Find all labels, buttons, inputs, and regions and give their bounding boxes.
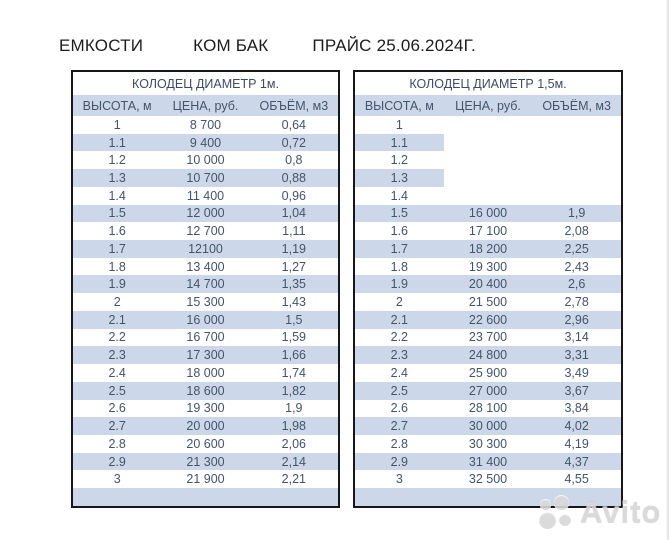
table-cell: 0,72 xyxy=(281,135,306,150)
table-row xyxy=(355,240,621,258)
table-cell: 18 200 xyxy=(468,241,508,256)
table-cell xyxy=(161,488,249,506)
table-cell: 1.4 xyxy=(390,188,409,203)
table-cell: 4,37 xyxy=(564,454,589,469)
table-row xyxy=(73,417,338,435)
table-row xyxy=(355,222,621,240)
table-cell: 2 xyxy=(113,295,121,310)
table-header-row xyxy=(355,95,621,116)
table-row xyxy=(73,470,338,488)
table-cell: 10 000 xyxy=(186,153,225,168)
table-cell: 13 400 xyxy=(186,259,225,274)
table-row xyxy=(355,329,621,347)
table-row xyxy=(73,435,338,453)
column-header-height: ВЫСОТА, м xyxy=(364,98,434,113)
table-cell: 1,11 xyxy=(282,224,306,239)
table-row xyxy=(355,453,621,471)
table-cell: 1,27 xyxy=(281,259,306,274)
table-row xyxy=(73,329,338,347)
table-cell: 2,21 xyxy=(281,472,306,487)
table-cell: 28 100 xyxy=(468,401,508,416)
table-row xyxy=(73,382,338,400)
table-cell: 2.4 xyxy=(108,365,126,380)
table-cell: 2.8 xyxy=(108,436,126,451)
table-cell: 21 900 xyxy=(186,472,225,487)
table-row xyxy=(73,346,338,364)
table-cell: 1,59 xyxy=(281,330,306,345)
table-cell: 31 400 xyxy=(468,454,508,469)
table-cell: 3,49 xyxy=(564,365,589,380)
table-cell xyxy=(444,116,533,134)
table-body xyxy=(73,116,338,506)
table-cell: 18 000 xyxy=(186,365,225,380)
table-row xyxy=(73,275,338,293)
table-cell: 1 xyxy=(113,117,121,132)
table-row xyxy=(355,417,621,435)
table-cell xyxy=(532,151,621,169)
table-cell: 2.1 xyxy=(390,312,409,327)
table-row xyxy=(73,453,338,471)
table-cell: 30 000 xyxy=(468,419,508,434)
table-header-row xyxy=(73,95,338,116)
table-row xyxy=(73,222,338,240)
table-cell: 2,14 xyxy=(281,454,306,469)
column-header-height: ВЫСОТА, м xyxy=(82,98,152,113)
table-cell: 1.5 xyxy=(390,206,409,221)
table-cell: 3,67 xyxy=(564,383,589,398)
table-cell: 2.2 xyxy=(390,330,409,345)
table-cell: 10 700 xyxy=(186,171,225,186)
table-cell: 2.7 xyxy=(390,419,409,434)
table-cell: 16 000 xyxy=(186,312,225,327)
table-row xyxy=(73,187,338,205)
table-cell: 1.5 xyxy=(108,206,126,221)
table-row xyxy=(73,400,338,418)
table-cell xyxy=(250,488,338,506)
table-well-diameter-1-5m xyxy=(353,70,623,508)
table-cell: 2,06 xyxy=(281,436,306,451)
table-cell: 23 700 xyxy=(468,330,508,345)
table-cell xyxy=(444,488,533,506)
table-cell: 1,35 xyxy=(281,277,306,292)
table-cell: 3,84 xyxy=(564,401,589,416)
table-row xyxy=(355,470,621,488)
table-cell: 15 300 xyxy=(186,295,225,310)
table-cell: 2.3 xyxy=(108,348,126,363)
table-cell: 32 500 xyxy=(468,472,508,487)
table-row xyxy=(73,364,338,382)
table-cell: 1.7 xyxy=(108,241,126,256)
table-cell: 21 500 xyxy=(468,295,508,310)
table-title: КОЛОДЕЦ ДИАМЕТР 1м. xyxy=(132,77,279,91)
table-cell: 20 600 xyxy=(186,436,225,451)
table-row xyxy=(355,382,621,400)
table-cell: 17 300 xyxy=(186,348,225,363)
table-cell: 1.6 xyxy=(390,224,409,239)
table-cell: 1,19 xyxy=(281,241,306,256)
column-header-volume: ОБЪЁМ, м3 xyxy=(542,98,611,113)
table-cell: 3 xyxy=(113,472,121,487)
table-cell: 1,9 xyxy=(285,401,303,416)
table-cell: 1.2 xyxy=(390,153,409,168)
table-cell: 2.6 xyxy=(108,401,126,416)
table-cell: 4,19 xyxy=(564,436,589,451)
table-cell: 2.9 xyxy=(390,454,409,469)
table-row xyxy=(73,169,338,187)
table-row xyxy=(355,400,621,418)
table-cell xyxy=(532,116,621,134)
table-cell: 3,31 xyxy=(564,348,589,363)
column-header-volume: ОБЪЁМ, м3 xyxy=(259,98,329,113)
avito-logo-icon xyxy=(539,495,575,531)
table-cell xyxy=(444,151,533,169)
table-cell: 1.3 xyxy=(108,171,126,186)
table-row xyxy=(355,435,621,453)
table-cell: 4,02 xyxy=(564,419,589,434)
table-cell: 1,43 xyxy=(281,295,306,310)
page-title xyxy=(59,36,476,56)
table-cell: 1 xyxy=(395,117,403,132)
table-cell: 19 300 xyxy=(468,259,508,274)
table-well-diameter-1m xyxy=(71,70,340,508)
title-word-price-date: ПРАЙС 25.06.2024Г. xyxy=(312,36,476,55)
table-cell: 1.8 xyxy=(108,259,126,274)
table-cell: 20 400 xyxy=(468,277,508,292)
table-cell: 11 400 xyxy=(186,188,225,203)
table-cell: 0,64 xyxy=(281,117,306,132)
table-title: КОЛОДЕЦ ДИАМЕТР 1,5м. xyxy=(409,77,567,91)
table-row xyxy=(355,205,621,223)
table-row xyxy=(73,240,338,258)
title-word-emkosti: ЕМКОСТИ xyxy=(59,36,144,55)
title-word-kom-bak: КОМ БАК xyxy=(193,36,269,55)
table-cell: 17 100 xyxy=(468,224,508,239)
table-cell: 2,43 xyxy=(564,259,589,274)
table-cell: 1.6 xyxy=(108,224,126,239)
table-cell: 1.1 xyxy=(108,135,126,150)
table-cell: 2,6 xyxy=(567,277,586,292)
table-cell: 2,96 xyxy=(564,312,589,327)
table-cell: 1.7 xyxy=(390,241,409,256)
table-cell: 12100 xyxy=(188,241,223,256)
table-row xyxy=(355,116,621,134)
table-row xyxy=(355,311,621,329)
table-cell: 1.1 xyxy=(355,134,444,152)
table-cell: 1.4 xyxy=(108,188,126,203)
table-row xyxy=(355,275,621,293)
table-cell: 3,14 xyxy=(564,330,589,345)
table-cell xyxy=(532,187,621,205)
table-row xyxy=(355,151,621,169)
table-cell: 8 700 xyxy=(189,117,222,132)
table-row xyxy=(355,293,621,311)
table-cell: 12 700 xyxy=(186,224,225,239)
table-cell: 1.9 xyxy=(390,277,409,292)
table-cell: 1,9 xyxy=(567,206,586,221)
table-cell: 2,25 xyxy=(564,241,589,256)
avito-watermark xyxy=(539,495,661,531)
table-cell: 1,04 xyxy=(281,206,306,221)
table-cell: 1,98 xyxy=(281,419,306,434)
table-row xyxy=(355,187,621,205)
column-header-price: ЦЕНА, руб. xyxy=(455,98,521,113)
table-cell: 1.9 xyxy=(108,277,126,292)
table-cell: 2.9 xyxy=(108,454,126,469)
table-cell: 9 400 xyxy=(189,135,222,150)
table-row xyxy=(73,293,338,311)
table-cell xyxy=(73,488,161,506)
table-cell: 2.1 xyxy=(108,312,126,327)
table-cell xyxy=(444,187,533,205)
table-cell: 20 000 xyxy=(186,419,225,434)
table-row xyxy=(355,169,621,187)
table-row xyxy=(355,258,621,276)
table-cell: 18 600 xyxy=(186,383,225,398)
table-cell: 1,66 xyxy=(281,348,306,363)
table-cell: 2,78 xyxy=(564,295,589,310)
table-cell: 2.4 xyxy=(390,365,409,380)
table-cell: 2.3 xyxy=(390,348,409,363)
table-cell: 0,8 xyxy=(285,153,303,168)
table-row xyxy=(355,346,621,364)
table-row xyxy=(73,116,338,134)
table-cell: 1,74 xyxy=(281,365,306,380)
table-cell: 1,82 xyxy=(281,383,306,398)
table-row xyxy=(73,134,338,152)
table-cell: 22 600 xyxy=(468,312,508,327)
table-row xyxy=(355,364,621,382)
table-cell: 30 300 xyxy=(468,436,508,451)
table-cell: 2 xyxy=(395,295,403,310)
table-cell: 2.6 xyxy=(390,401,409,416)
table-row xyxy=(73,205,338,223)
table-cell: 4,55 xyxy=(564,472,589,487)
table-cell: 2.2 xyxy=(108,330,126,345)
table-cell: 19 300 xyxy=(186,401,225,416)
table-cell: 1.8 xyxy=(390,259,409,274)
table-cell: 12 000 xyxy=(186,206,225,221)
table-cell: 1.3 xyxy=(355,169,444,187)
table-cell: 2.8 xyxy=(390,436,409,451)
table-cell: 16 000 xyxy=(468,206,508,221)
table-cell: 14 700 xyxy=(186,277,225,292)
table-cell: 2.5 xyxy=(108,383,126,398)
table-row xyxy=(73,488,338,506)
table-cell: 1.2 xyxy=(108,153,126,168)
table-cell: 3 xyxy=(395,472,403,487)
watermark-text: Avito xyxy=(580,495,662,530)
table-row xyxy=(73,258,338,276)
table-cell: 27 000 xyxy=(468,383,508,398)
table-cell: 2.7 xyxy=(108,419,126,434)
table-cell: 0,88 xyxy=(281,171,306,186)
table-cell: 16 700 xyxy=(186,330,225,345)
table-cell xyxy=(532,134,621,152)
table-cell xyxy=(444,134,533,152)
table-cell: 25 900 xyxy=(468,365,508,380)
table-cell: 21 300 xyxy=(186,454,225,469)
table-row xyxy=(73,151,338,169)
table-cell xyxy=(532,169,621,187)
table-row xyxy=(73,311,338,329)
table-cell: 1,5 xyxy=(285,312,303,327)
table-body xyxy=(355,116,621,506)
table-cell: 0,96 xyxy=(281,188,306,203)
table-cell: 24 800 xyxy=(468,348,508,363)
table-cell xyxy=(444,169,533,187)
table-cell xyxy=(355,488,444,506)
table-cell: 2,08 xyxy=(564,224,589,239)
table-cell: 2.5 xyxy=(390,383,409,398)
table-row xyxy=(355,134,621,152)
column-header-price: ЦЕНА, руб. xyxy=(172,98,239,113)
